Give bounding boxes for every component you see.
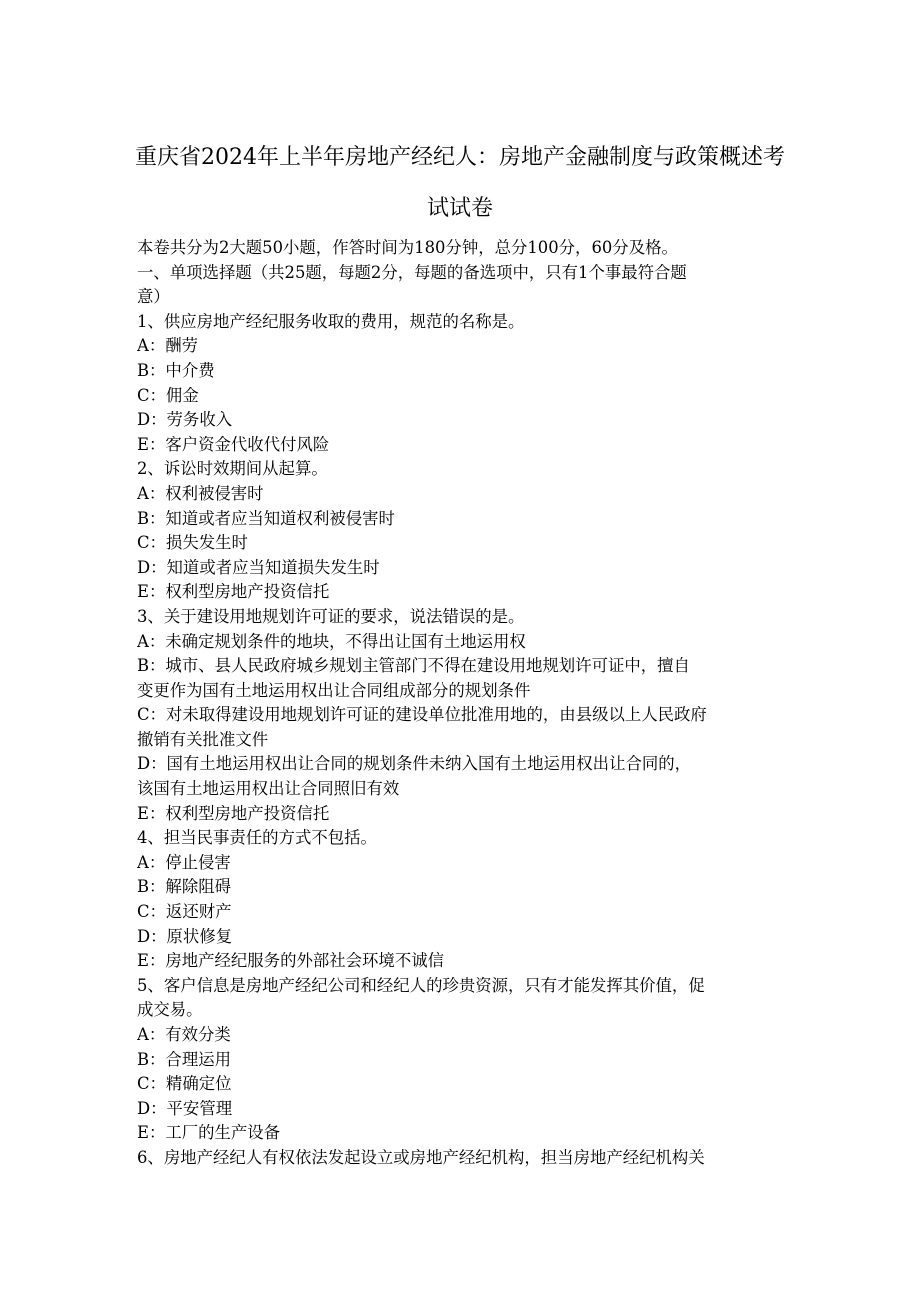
option-a: A：酬劳 bbox=[137, 336, 199, 356]
question-6: 6、房地产经纪人有权依法发起设立或房地产经纪机构，担当房地产经纪机构关 bbox=[137, 1147, 705, 1167]
option-b-continued: 变更作为国有土地运用权出让合同组成部分的规划条件 bbox=[137, 680, 531, 700]
document-title-line-1: 重庆省2024年上半年房地产经纪人：房地产金融制度与政策概述考 bbox=[135, 145, 785, 170]
option-d: D：平安管理 bbox=[137, 1098, 233, 1118]
option-b: B：合理运用 bbox=[137, 1049, 231, 1069]
option-d: D：原状修复 bbox=[137, 926, 233, 946]
option-a: A：停止侵害 bbox=[137, 852, 231, 872]
option-d-continued: 该国有土地运用权出让合同照旧有效 bbox=[137, 779, 400, 799]
option-e: E：工厂的生产设备 bbox=[137, 1123, 281, 1143]
question-3: 3、关于建设用地规划许可证的要求，说法错误的是。 bbox=[137, 606, 525, 626]
option-b: B：城市、县人民政府城乡规划主管部门不得在建设用地规划许可证中，擅自 bbox=[137, 656, 690, 676]
option-b: B：知道或者应当知道权利被侵害时 bbox=[137, 508, 395, 528]
question-5-continued: 成交易。 bbox=[137, 1000, 203, 1020]
question-2: 2、诉讼时效期间从起算。 bbox=[137, 459, 328, 479]
option-d: D：劳务收入 bbox=[137, 410, 233, 430]
option-a: A：未确定规划条件的地块，不得出让国有土地运用权 bbox=[137, 631, 526, 651]
option-a: A：有效分类 bbox=[137, 1025, 231, 1044]
question-1: 1、供应房地产经纪服务收取的费用，规范的名称是。 bbox=[137, 311, 525, 331]
option-b: B：中介费 bbox=[137, 360, 215, 380]
option-e: E：权利型房地产投资信托 bbox=[137, 803, 330, 823]
section-heading: 一、单项选择题（共25题，每题2分，每题的备选项中，只有1个事最符合题 bbox=[137, 262, 687, 282]
option-b: B：解除阻碍 bbox=[137, 877, 231, 897]
option-c: C：精确定位 bbox=[137, 1074, 232, 1094]
option-a: A：权利被侵害时 bbox=[137, 483, 264, 503]
option-c: C：返还财产 bbox=[137, 902, 232, 922]
question-4: 4、担当民事责任的方式不包括。 bbox=[137, 828, 377, 848]
option-c-continued: 撤销有关批准文件 bbox=[137, 729, 269, 749]
question-5: 5、客户信息是房地产经纪公司和经纪人的珍贵资源，只有才能发挥其价值，促 bbox=[137, 975, 705, 995]
option-c: C：佣金 bbox=[137, 385, 199, 405]
option-c: C：损失发生时 bbox=[137, 533, 248, 553]
section-heading-continued: 意） bbox=[137, 287, 170, 307]
option-e: E：房地产经纪服务的外部社会环境不诚信 bbox=[137, 951, 444, 971]
option-e: E：客户资金代收代付风险 bbox=[137, 434, 330, 454]
option-d: D：知道或者应当知道损失发生时 bbox=[137, 557, 380, 577]
option-d: D：国有土地运用权出让合同的规划条件未纳入国有土地运用权出让合同的， bbox=[137, 754, 692, 774]
option-e: E：权利型房地产投资信托 bbox=[137, 582, 330, 602]
option-c: C：对未取得建设用地规划许可证的建设单位批准用地的，由县级以上人民政府 bbox=[137, 705, 707, 725]
document-body bbox=[137, 236, 787, 1171]
exam-instructions: 本卷共分为2大题50小题，作答时间为180分钟，总分100分，60分及格。 bbox=[137, 238, 678, 257]
document-title-line-2: 试试卷 bbox=[426, 196, 493, 221]
